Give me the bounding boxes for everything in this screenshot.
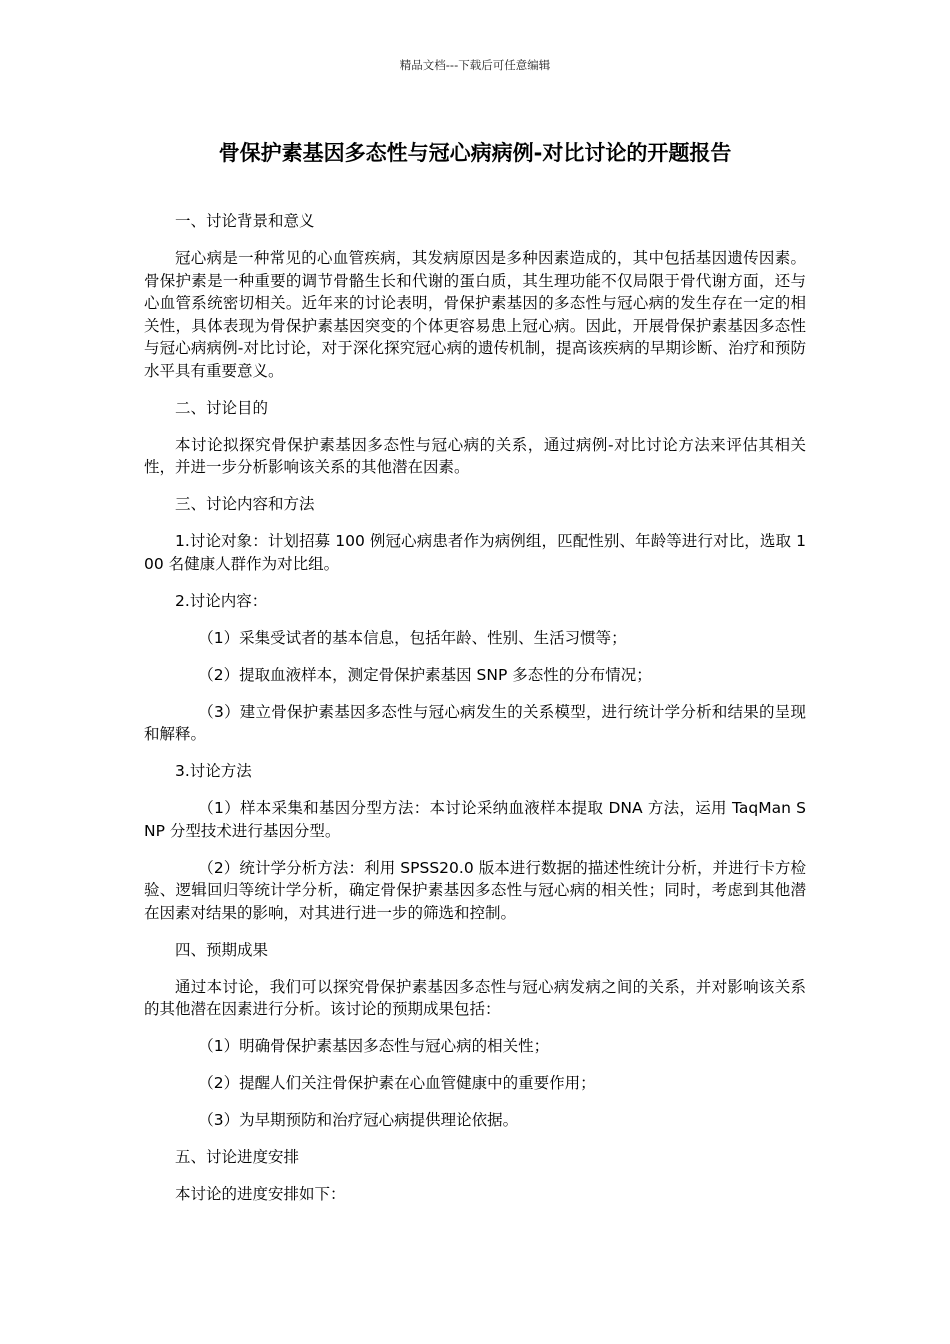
list-item: （1）采集受试者的基本信息，包括年龄、性别、生活习惯等； — [198, 628, 627, 647]
section-heading: 五、讨论进度安排 — [175, 1148, 300, 1166]
list-item: （2）提取血液样本，测定骨保护素基因 SNP 多态性的分布情况； — [198, 665, 652, 684]
list-item: （1）样本采集和基因分型方法：本讨论采纳血液样本提取 DNA 方法，运用 TaqMan SNP 分型技术进行基因分型。 — [144, 799, 806, 840]
list-item: （3）建立骨保护素基因多态性与冠心病发生的关系模型，进行统计学分析和结果的呈现和解释。 — [144, 702, 806, 743]
list-item: （3）为早期预防和治疗冠心病提供理论依据。 — [198, 1111, 519, 1129]
body-paragraph: 冠心病是一种常见的心血管疾病，其发病原因是多种因素造成的，其中包括基因遗传因素。骨保护素是一种重要的调节骨骼生长和代谢的蛋白质，其生理功能不仅局限于骨代谢方面，还与心血管系统密切相关。近年来的讨论表明，骨保护素基因的多态性与冠心病的发生存在一定的相关性，具体表现为骨保护素基因突变的个体更容易患上冠心病。因此，开展骨保护素基因多态性与冠心病病例-对比讨论，对于深化探究冠心病的遗传机制，提高该疾病的早期诊断、治疗和预防水平具有重要意义。 — [144, 249, 806, 380]
section-heading: 二、讨论目的 — [175, 398, 269, 417]
body-paragraph: 本讨论的进度安排如下： — [175, 1185, 346, 1203]
section-heading: 一、讨论背景和意义 — [175, 212, 315, 230]
list-item: （2）统计学分析方法：利用 SPSS20.0 版本进行数据的描述性统计分析，并进行卡方检验、逻辑回归等统计学分析，确定骨保护素基因多态性与冠心病的相关性；同时，考虑到其他潜在因素对结果的影响，对其进行进一步的筛选和控制。 — [144, 858, 806, 922]
body-paragraph: 通过本讨论，我们可以探究骨保护素基因多态性与冠心病发病之间的关系，并对影响该关系的其他潜在因素进行分析。该讨论的预期成果包括： — [144, 977, 806, 1018]
document-body — [144, 210, 806, 1220]
section-heading: 四、预期成果 — [175, 940, 269, 959]
document-title: 骨保护素基因多态性与冠心病病例-对比讨论的开题报告 — [218, 141, 732, 165]
body-paragraph: 1.讨论对象：计划招募 100 例冠心病患者作为病例组，匹配性别、年龄等进行对比，选取 100 名健康人群作为对比组。 — [144, 532, 806, 573]
section-heading: 三、讨论内容和方法 — [175, 495, 315, 513]
body-paragraph: 本讨论拟探究骨保护素基因多态性与冠心病的关系，通过病例-对比讨论方法来评估其相关性，并进一步分析影响该关系的其他潜在因素。 — [144, 435, 806, 476]
page-header: 精品文档---下载后可任意编辑 — [399, 58, 551, 72]
body-paragraph: 2.讨论内容： — [175, 591, 268, 610]
list-item: （2）提醒人们关注骨保护素在心血管健康中的重要作用； — [198, 1074, 596, 1092]
body-paragraph: 3.讨论方法 — [175, 762, 252, 780]
list-item: （1）明确骨保护素基因多态性与冠心病的相关性； — [198, 1037, 550, 1055]
